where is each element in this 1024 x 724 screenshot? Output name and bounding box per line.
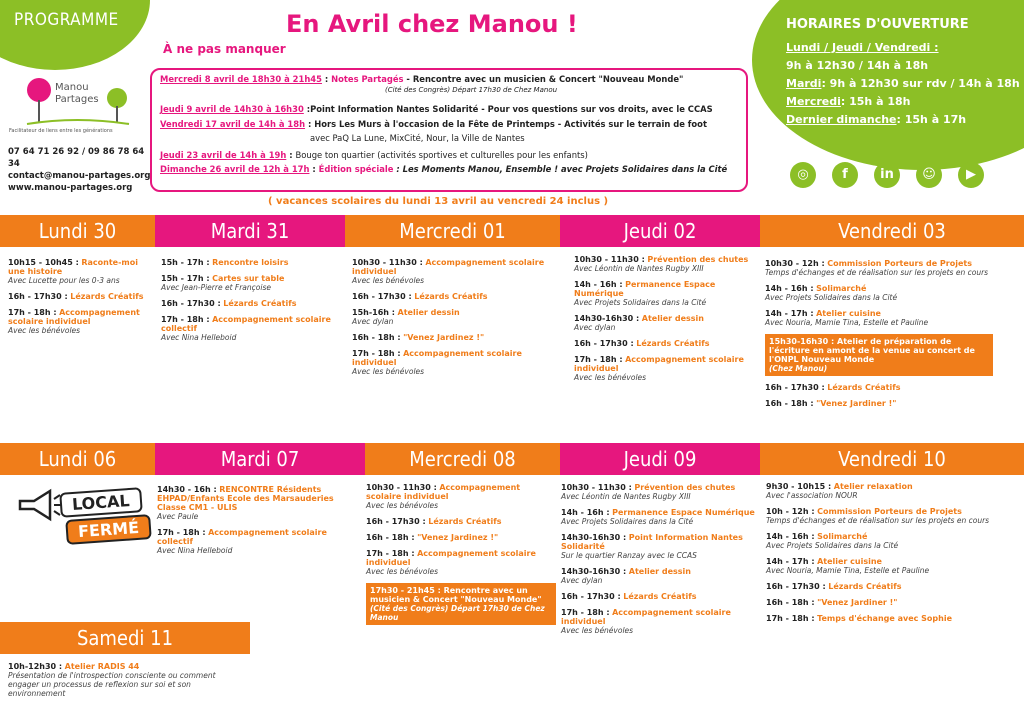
highlights-box <box>150 68 748 192</box>
event-description: Avec les bénévoles <box>561 626 634 635</box>
event-description: Avec Léontin de Nantes Rugby XIII <box>561 492 691 501</box>
event-entry <box>765 399 993 408</box>
event-entry <box>766 614 992 623</box>
event-entry <box>574 314 759 332</box>
hours-row-4: Mercredi: 15h à 18h <box>786 95 911 108</box>
school-holidays-note: ( vacances scolaires du lundi 13 avril au vencredi 24 inclus ) <box>268 196 609 207</box>
event-entry <box>766 507 992 525</box>
opening-hours <box>786 17 1024 130</box>
event-description: Avec les bénévoles <box>352 367 425 376</box>
event-entry <box>561 608 757 635</box>
event-description: Avec Nouria, Mamie Tina, Estelle et Pauline <box>765 318 929 327</box>
event-time: 17h - 18h : <box>8 308 57 317</box>
event-entry <box>766 532 992 550</box>
day-header-mardi-31: Mardi 31 <box>155 215 345 247</box>
event-entry <box>161 299 341 308</box>
event-description: Avec Projets Solidaires dans la Cité <box>574 298 707 307</box>
day-entries-lundi-30 <box>8 258 153 342</box>
event-name: Atelier dessin <box>397 308 460 317</box>
event-entry <box>8 662 248 698</box>
event-name: Lézards Créatifs <box>827 383 901 392</box>
event-description: Avec Projets Solidaires dans la Cité <box>561 517 694 526</box>
event-name: Permanence Espace Numérique <box>612 508 755 517</box>
event-name: Lézards Créatifs <box>428 517 502 526</box>
event-time: 16h - 17h30 : <box>765 383 825 392</box>
event-description: Avec dylan <box>574 323 616 332</box>
highlight-1: Mercredi 8 avril de 18h30 à 21h45 : Notes Partagés - Rencontre avec un musicien & Concert "Nouveau Monde" <box>160 74 684 84</box>
day-header-samedi-11: Samedi 11 <box>0 622 250 654</box>
event-entry <box>561 508 757 526</box>
event-entry <box>161 258 341 267</box>
event-entry <box>352 308 552 326</box>
event-time: 15h - 17h : <box>161 258 210 267</box>
event-time: 17h - 18h : <box>161 315 210 324</box>
event-name: Atelier RADIS 44 <box>64 662 140 671</box>
local-ferme-badge <box>60 490 151 542</box>
event-entry <box>157 485 357 521</box>
event-description: Avec les bénévoles <box>366 501 439 510</box>
event-entry <box>561 592 757 601</box>
day-header-mardi-07: Mardi 07 <box>155 443 365 475</box>
event-time: 17h - 18h : <box>574 355 623 364</box>
event-name: Permanence Espace Numérique <box>574 280 716 298</box>
event-time: 16h - 18h : <box>766 598 815 607</box>
event-name: Atelier de préparation de l'écriture en amont de la venue au concert de l'ONPL Nouveau Monde <box>769 337 975 364</box>
event-name: Temps d'échange avec Sophie <box>817 614 952 623</box>
event-entry <box>366 533 556 542</box>
event-description: Avec Projets Solidaires dans la Cité <box>766 541 899 550</box>
event-entry <box>8 308 153 335</box>
event-description: Avec les bénévoles <box>574 373 647 382</box>
event-entry <box>766 598 992 607</box>
event-name: Atelier cuisine <box>817 557 882 566</box>
event-name: Solimarché <box>817 532 868 541</box>
event-time: 15h - 17h : <box>161 274 210 283</box>
event-entry <box>352 333 552 342</box>
day-header-vendredi-10: Vendredi 10 <box>760 443 1024 475</box>
event-time: 14h30 - 16h : <box>157 485 217 494</box>
event-time: 14h - 16h : <box>765 284 814 293</box>
event-name: Accompagnement scolaire individuel <box>352 349 522 367</box>
logo-line1: Manou <box>55 82 89 93</box>
megaphone-icon <box>14 487 62 523</box>
day-header-jeudi-09: Jeudi 09 <box>560 443 760 475</box>
event-time: 17h30 - 21h45 : <box>370 586 441 595</box>
event-entry <box>366 549 556 576</box>
event-name: Accompagnement scolaire collectif <box>161 315 331 333</box>
event-time: 16h - 17h30 : <box>352 292 412 301</box>
event-name: Commission Porteurs de Projets <box>817 507 962 516</box>
event-description: Avec Léontin de Nantes Rugby XIII <box>574 264 704 273</box>
day-header-jeudi-02: Jeudi 02 <box>560 215 760 247</box>
event-time: 10h30 - 12h : <box>765 259 825 268</box>
event-time: 10h - 12h : <box>766 507 815 516</box>
local-word: LOCAL <box>59 487 142 518</box>
event-name: Atelier cuisine <box>816 309 881 318</box>
event-entry <box>366 517 556 526</box>
event-time: 16h - 17h30 : <box>8 292 68 301</box>
event-name: Atelier dessin <box>628 567 691 576</box>
event-entry <box>161 315 341 342</box>
event-description: Avec dylan <box>561 576 603 585</box>
event-time: 14h - 17h : <box>766 557 815 566</box>
event-time: 10h30 - 11h30 : <box>574 255 645 264</box>
day-entries-vendredi-10 <box>766 482 992 630</box>
event-time: 16h - 17h30 : <box>366 517 426 526</box>
event-description: Avec Paule <box>157 512 199 521</box>
event-time: 15h-16h : <box>352 308 395 317</box>
event-time: 16h - 17h30 : <box>766 582 826 591</box>
event-time: 17h - 18h : <box>352 349 401 358</box>
event-entry <box>366 483 556 510</box>
event-name: "Venez Jardiner !" <box>817 598 898 607</box>
event-name: Accompagnement scolaire individuel <box>366 483 521 501</box>
event-entry <box>352 292 552 301</box>
event-description: Avec Lucette pour les 0-3 ans <box>8 276 120 285</box>
youtube-icon[interactable]: ▶ <box>958 162 984 188</box>
event-description: Présentation de l'introspection consciente ou comment engager un processus de reflexion sur soi et son environnement <box>8 671 216 698</box>
event-description: Sur le quartier Ranzay avec le CCAS <box>561 551 697 560</box>
page-title: En Avril chez Manou ! <box>286 10 578 38</box>
event-time: 14h30-16h30 : <box>561 533 627 542</box>
event-name: "Venez Jardiner !" <box>816 399 897 408</box>
contact-block <box>8 146 158 194</box>
day-entries-mardi-07 <box>157 485 357 562</box>
ferme-word: FERMÉ <box>65 514 152 545</box>
instagram-icon[interactable]: ◎ <box>790 162 816 188</box>
page-subtitle: À ne pas manquer <box>163 42 286 56</box>
event-description: Avec Jean-Pierre et Françoise <box>161 283 271 292</box>
event-description: Avec Nina Helleboid <box>157 546 233 555</box>
highlight-3: Vendredi 17 avril de 14h à 18h : Hors Les Murs à l'occasion de la Fête de Printemps - Activités sur le terrain de foot <box>160 119 707 129</box>
event-time: 17h - 18h : <box>766 614 815 623</box>
event-time: 16h - 17h30 : <box>574 339 634 348</box>
event-entry <box>157 528 357 555</box>
contact-email[interactable]: contact@manou-partages.org <box>8 171 151 181</box>
day-entries-mercredi-01 <box>352 258 552 383</box>
event-description: Temps d'échanges et de réalisation sur les projets en cours <box>766 516 990 525</box>
event-name: Lézards Créatifs <box>636 339 710 348</box>
event-time: 14h30-16h30 : <box>561 567 627 576</box>
snapchat-icon[interactable]: ☺ <box>916 162 942 188</box>
event-entry <box>766 482 992 500</box>
event-name: Raconte-moi une histoire <box>8 258 138 276</box>
event-entry <box>561 533 757 560</box>
event-entry <box>574 255 759 273</box>
event-entry <box>765 284 993 302</box>
day-entries-jeudi-09 <box>561 483 757 642</box>
highlight-2: Jeudi 9 avril de 14h30 à 16h30 :Point Information Nantes Solidarité - Pour vos questions sur vos droits, avec le CCAS <box>160 104 713 114</box>
event-entry <box>352 258 552 285</box>
hours-row-1: Lundi / Jeudi / Vendredi : <box>786 41 939 54</box>
event-name: Rencontre loisirs <box>212 258 289 267</box>
day-entries-jeudi-02 <box>574 255 759 389</box>
event-time: 10h15 - 10h45 : <box>8 258 79 267</box>
event-time: 17h - 18h : <box>561 608 610 617</box>
event-name: Lézards Créatifs <box>828 582 902 591</box>
event-time: 10h30 - 11h30 : <box>366 483 437 492</box>
event-entry <box>765 383 993 392</box>
event-name: Point Information Nantes Solidarité <box>561 533 743 551</box>
event-time: 9h30 - 10h15 : <box>766 482 832 491</box>
event-name: Lézards Créatifs <box>70 292 144 301</box>
event-entry <box>574 280 759 307</box>
event-name: Lézards Créatifs <box>623 592 697 601</box>
event-description: Avec l'association NOUR <box>766 491 858 500</box>
event-time: 15h30-16h30 : <box>769 337 835 346</box>
contact-phones: 07 64 71 26 92 / 09 86 78 64 34 <box>8 147 145 169</box>
event-name: "Venez Jardinez !" <box>403 333 485 342</box>
event-time: 17h - 18h : <box>366 549 415 558</box>
event-description: Temps d'échanges et de réalisation sur les projets en cours <box>765 268 989 277</box>
event-description: Avec les bénévoles <box>366 567 439 576</box>
highlight-1-sub: (Cité des Congrès) Départ 17h30 de Chez Manou <box>385 86 558 94</box>
day-entries-mardi-31 <box>161 258 341 349</box>
event-entry <box>561 483 757 501</box>
event-name: Rencontre avec un musicien & Concert "Nouveau Monde" <box>370 586 542 604</box>
event-description: (Cité des Congrès) Départ 17h30 de Chez Manou <box>370 604 545 622</box>
day-entries-vendredi-03 <box>765 259 993 415</box>
event-entry <box>766 582 992 591</box>
event-entry <box>765 259 993 277</box>
linkedin-icon[interactable]: in <box>874 162 900 188</box>
event-time: 10h30 - 11h30 : <box>352 258 423 267</box>
event-entry <box>561 567 757 585</box>
day-entries-samedi-11 <box>8 662 248 705</box>
event-description: Avec Nina Helleboid <box>161 333 237 342</box>
event-entry <box>766 557 992 575</box>
day-entries-mercredi-08 <box>366 483 556 632</box>
event-name: Accompagnement scolaire individuel <box>352 258 545 276</box>
logo-line2: Partages <box>55 94 99 105</box>
event-name: Accompagnement scolaire individuel <box>366 549 536 567</box>
logo-wordmark <box>55 82 99 106</box>
event-time: 16h - 18h : <box>366 533 415 542</box>
day-header-mercredi-01: Mercredi 01 <box>345 215 560 247</box>
hours-title: HORAIRES D'OUVERTURE <box>786 17 969 32</box>
event-name: Accompagnement scolaire collectif <box>157 528 327 546</box>
event-entry <box>352 349 552 376</box>
highlight-3-sub: avec PaQ La Lune, MixCité, Nour, la Ville de Nantes <box>310 133 525 143</box>
logo-tagline: Facilitateur de liens entre les générations <box>9 128 113 134</box>
event-time: 14h - 16h : <box>766 532 815 541</box>
day-header-vendredi-03: Vendredi 03 <box>760 215 1024 247</box>
event-name: Commission Porteurs de Projets <box>827 259 972 268</box>
event-time: 17h - 18h : <box>157 528 206 537</box>
event-name: Accompagnement scolaire individuel <box>8 308 140 326</box>
event-entry <box>765 309 993 327</box>
day-header-lundi-30: Lundi 30 <box>0 215 155 247</box>
event-entry <box>8 258 153 285</box>
event-name: Atelier dessin <box>641 314 704 323</box>
facebook-icon[interactable]: f <box>832 162 858 188</box>
event-time: 14h - 16h : <box>574 280 623 289</box>
event-name: Accompagnement scolaire individuel <box>574 355 744 373</box>
event-time: 16h - 17h30 : <box>561 592 621 601</box>
event-time: 14h - 17h : <box>765 309 814 318</box>
day-header-mercredi-08: Mercredi 08 <box>365 443 560 475</box>
event-name: Cartes sur table <box>212 274 285 283</box>
event-entry <box>8 292 153 301</box>
event-name: Prévention des chutes <box>647 255 749 264</box>
event-description: Avec les bénévoles <box>352 276 425 285</box>
hours-row-5: Dernier dimanche: 15h à 17h <box>786 113 967 126</box>
event-time: 16h - 17h30 : <box>161 299 221 308</box>
event-name: "Venez Jardinez !" <box>417 533 499 542</box>
event-name: RENCONTRE Résidents EHPAD/Enfants Ecole des Marsauderies Classe CM1 - ULIS <box>157 485 334 512</box>
event-name: Lézards Créatifs <box>414 292 488 301</box>
event-entry <box>161 274 341 292</box>
event-time: 10h-12h30 : <box>8 662 63 671</box>
event-name: Solimarché <box>816 284 867 293</box>
event-entry <box>574 355 759 382</box>
event-name: Lézards Créatifs <box>223 299 297 308</box>
event-description: (Chez Manou) <box>769 364 828 373</box>
event-time: 16h - 18h : <box>352 333 401 342</box>
event-description: Avec Projets Solidaires dans la Cité <box>765 293 898 302</box>
event-entry <box>366 583 556 625</box>
hours-row-3: Mardi: 9h à 12h30 sur rdv / 14h à 18h <box>786 77 1020 90</box>
event-description: Avec les bénévoles <box>8 326 81 335</box>
event-time: 14h - 16h : <box>561 508 610 517</box>
event-description: Avec dylan <box>352 317 394 326</box>
highlight-5: Dimanche 26 avril de 12h à 17h : Édition spéciale : Les Moments Manou, Ensemble ! avec Projets Solidaires dans la Cité <box>160 164 728 174</box>
event-name: Atelier relaxation <box>833 482 913 491</box>
event-description: Avec Nouria, Mamie Tina, Estelle et Pauline <box>766 566 930 575</box>
event-entry <box>765 334 993 376</box>
programme-label: PROGRAMME <box>14 10 119 30</box>
event-time: 16h - 18h : <box>765 399 814 408</box>
contact-website[interactable]: www.manou-partages.org <box>8 183 133 193</box>
event-name: Accompagnement scolaire individuel <box>561 608 731 626</box>
hours-row-2: 9h à 12h30 / 14h à 18h <box>786 59 929 72</box>
event-entry <box>574 339 759 348</box>
event-time: 14h30-16h30 : <box>574 314 640 323</box>
event-name: Prévention des chutes <box>634 483 736 492</box>
day-header-lundi-06: Lundi 06 <box>0 443 155 475</box>
highlight-4: Jeudi 23 avril de 14h à 19h : Bouge ton quartier (activités sportives et culturelles pour les enfants) <box>160 150 588 160</box>
event-time: 10h30 - 11h30 : <box>561 483 632 492</box>
